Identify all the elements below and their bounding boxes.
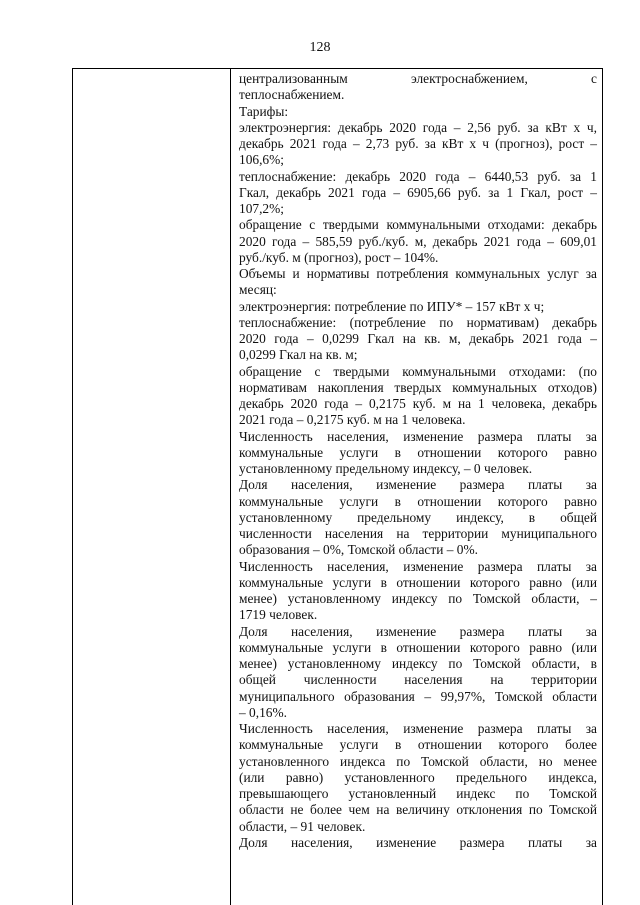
table-right-column-text xyxy=(239,71,597,851)
text-line: Объемы и нормативы потребления коммунальных услуг за xyxy=(239,266,597,281)
table-left-column xyxy=(73,69,231,905)
text-line: Численность населения, изменение размера платы за xyxy=(239,721,597,736)
text-line: 1719 человек. xyxy=(239,607,318,623)
text-line: Доля населения, изменение размера платы за xyxy=(239,834,597,850)
text-line: Доля населения, изменение размера платы за xyxy=(239,477,597,493)
text-line: численности населения на территории муниципального xyxy=(239,526,597,541)
text-line: коммунальные услуги в отношении которого равно xyxy=(239,444,597,460)
text-line: теплоснабжением. xyxy=(239,87,345,103)
text-line: коммунальные услуги в отношении которого равно (или xyxy=(239,574,597,590)
text-line: Тарифы: xyxy=(239,103,289,119)
text-line: менее) установленному индексу по Томской области, в xyxy=(239,656,597,671)
text-line: Гкал, декабрь 2021 года – 6905,66 руб. за 1 Гкал, рост – xyxy=(239,184,597,200)
text-line: обращение с твердыми коммунальными отходами: декабрь xyxy=(239,217,597,233)
text-line: области, – 91 человек. xyxy=(239,818,366,834)
document-table xyxy=(72,68,603,905)
text-line: (или равно) установленного предельного индекса, xyxy=(239,769,597,785)
text-line: месяц: xyxy=(239,282,277,298)
text-line: декабрь 2020 года – 0,2175 куб. м на 1 человека, декабрь xyxy=(239,396,597,411)
text-line: декабрь 2021 года – 2,73 руб. за кВт х ч (прогноз), рост – xyxy=(239,136,597,151)
text-line: обращение с твердыми коммунальными отходами: (по xyxy=(239,363,597,379)
text-line: Доля населения, изменение размера платы за xyxy=(239,623,597,639)
text-line: образования – 0%, Томской области – 0%. xyxy=(239,542,478,558)
text-line: коммунальные услуги в отношении которого более xyxy=(239,737,597,753)
text-line: установленному предельному индексу, в общей xyxy=(239,509,597,525)
text-line: коммунальные услуги в отношении которого равно xyxy=(239,493,597,509)
text-line: руб./куб. м (прогноз), рост – 104%. xyxy=(239,249,439,265)
text-line: теплоснабжение: декабрь 2020 года – 6440,53 руб. за 1 xyxy=(239,168,597,184)
text-line: – 0,16%. xyxy=(239,704,287,720)
text-line: муниципального образования – 99,97%, Томской области xyxy=(239,688,597,704)
text-line: 106,6%; xyxy=(239,152,285,168)
text-line: электроэнергия: потребление по ИПУ* – 157 кВт х ч; xyxy=(239,298,545,314)
text-line: 2020 года – 0,0299 Гкал на кв. м, декабрь 2021 года – xyxy=(239,331,597,346)
text-line: области не более чем на величину отклонения по Томской xyxy=(239,802,597,818)
text-line: электроэнергия: декабрь 2020 года – 2,56 руб. за кВт х ч, xyxy=(239,119,597,135)
text-line: Численность населения, изменение размера платы за xyxy=(239,558,597,574)
text-line: установленному предельному индексу, – 0 человек. xyxy=(239,461,533,476)
text-line: 0,0299 Гкал на кв. м; xyxy=(239,347,358,363)
text-line: теплоснабжение: (потребление по нормативам) декабрь xyxy=(239,314,597,330)
text-line: менее) установленному индексу по Томской области, – xyxy=(239,591,597,606)
text-line: превышающего установленный индекс по Томской xyxy=(239,786,597,801)
text-line: 2020 года – 585,59 руб./куб. м, декабрь 2021 года – 609,01 xyxy=(239,233,597,249)
text-line: 107,2%; xyxy=(239,201,285,216)
text-line: общей численности населения на территории xyxy=(239,672,597,688)
text-line: централизованным электроснабжением, с xyxy=(239,71,597,86)
text-line: Численность населения, изменение размера платы за xyxy=(239,428,597,444)
page-number: 128 xyxy=(309,40,331,55)
text-line: 2021 года – 0,2175 куб. м на 1 человека. xyxy=(239,412,466,428)
text-line: коммунальные услуги в отношении которого равно (или xyxy=(239,639,597,655)
text-line: нормативам накопления твердых коммунальных отходов) xyxy=(239,379,597,395)
text-line: установленного индекса по Томской области, но менее xyxy=(239,753,597,769)
